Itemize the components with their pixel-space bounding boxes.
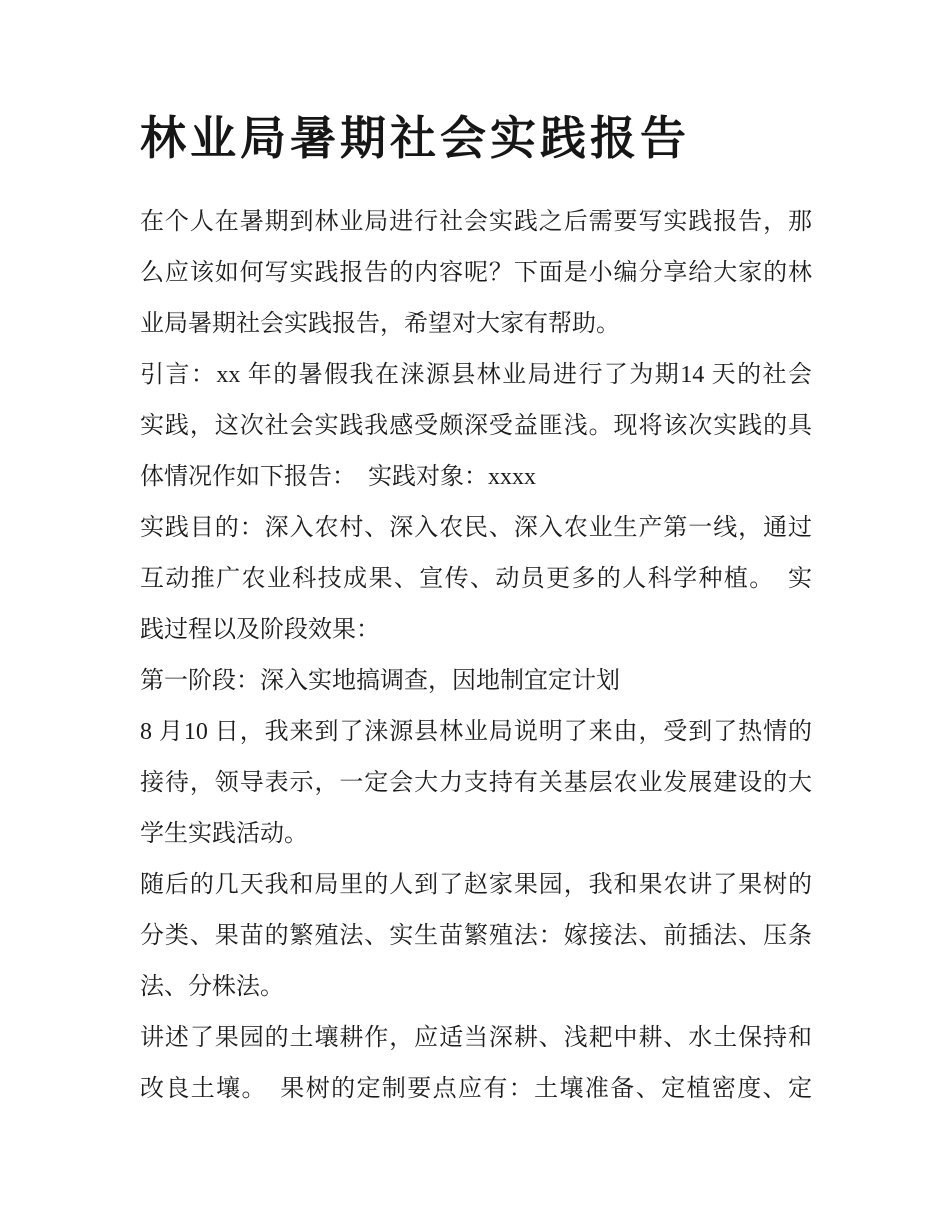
document-body (140, 197, 812, 1115)
text-line: 互动推广农业科技成果、宣传、动员更多的人科学种植。 实 (140, 566, 812, 592)
document-title: 林业局暑期社会实践报告 (140, 113, 690, 164)
text-line: 第一阶段：深入实地搞调查，因地制宜定计划 (140, 668, 620, 694)
text-line: 引言：xx 年的暑假我在涞源县林业局进行了为期14 天的社会 (140, 362, 812, 388)
text-line: 么应该如何写实践报告的内容呢？下面是小编分享给大家的林 (140, 260, 812, 286)
text-line: 随后的几天我和局里的人到了赵家果园，我和果农讲了果树的 (140, 872, 812, 898)
text-line: 体情况作如下报告： 实践对象：xxxx (140, 464, 536, 490)
text-line: 法、分株法。 (140, 974, 284, 1000)
text-line: 在个人在暑期到林业局进行社会实践之后需要写实践报告，那 (140, 209, 812, 235)
text-line: 讲述了果园的土壤耕作，应适当深耕、浅耙中耕、水土保持和 (140, 1025, 812, 1051)
text-line: 接待，领导表示，一定会大力支持有关基层农业发展建设的大 (140, 770, 812, 796)
text-line: 改良土壤。 果树的定制要点应有：土壤准备、定植密度、定 (140, 1076, 812, 1102)
text-line: 8 月10 日，我来到了涞源县林业局说明了来由，受到了热情的 (140, 719, 812, 745)
text-line: 实践，这次社会实践我感受颇深受益匪浅。现将该次实践的具 (140, 413, 812, 439)
text-line: 实践目的：深入农村、深入农民、深入农业生产第一线，通过 (140, 515, 812, 541)
text-line: 业局暑期社会实践报告，希望对大家有帮助。 (140, 311, 620, 337)
text-line: 践过程以及阶段效果： (140, 617, 380, 643)
text-line: 分类、果苗的繁殖法、实生苗繁殖法：嫁接法、前插法、压条 (140, 923, 812, 949)
text-line: 学生实践活动。 (140, 821, 308, 847)
